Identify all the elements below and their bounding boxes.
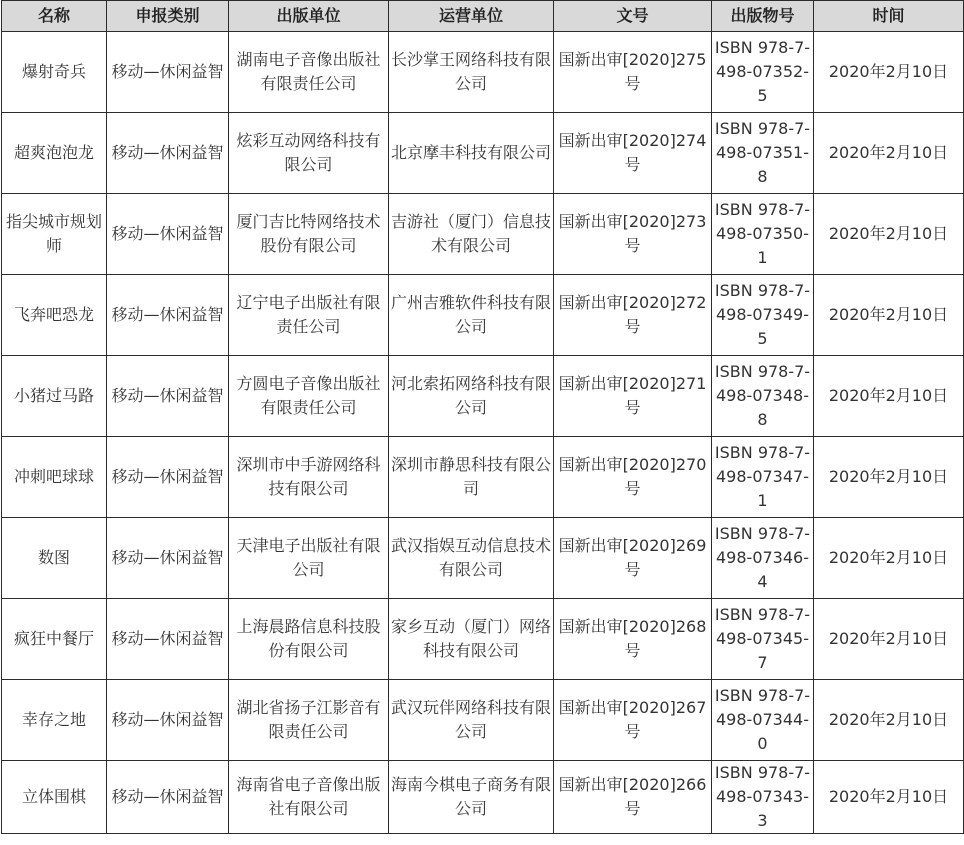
cell-name: 爆射奇兵 — [2, 32, 107, 113]
cell-date: 2020年2月10日 — [814, 761, 964, 834]
table-row — [2, 113, 964, 194]
cell-operator: 武汉玩伴网络科技有限公司 — [389, 680, 554, 761]
header-document-number: 文号 — [554, 1, 712, 32]
cell-publisher: 天津电子出版社有限公司 — [229, 518, 389, 599]
cell-category: 移动—休闲益智 — [107, 113, 229, 194]
cell-name: 超爽泡泡龙 — [2, 113, 107, 194]
cell-name: 冲刺吧球球 — [2, 437, 107, 518]
cell-date: 2020年2月10日 — [814, 356, 964, 437]
cell-category: 移动—休闲益智 — [107, 599, 229, 680]
cell-operator: 吉游社（厦门）信息技术有限公司 — [389, 194, 554, 275]
cell-document-number: 国新出审[2020]267号 — [554, 680, 712, 761]
cell-category: 移动—休闲益智 — [107, 518, 229, 599]
cell-name: 飞奔吧恐龙 — [2, 275, 107, 356]
cell-operator: 家乡互动（厦门）网络科技有限公司 — [389, 599, 554, 680]
cell-publisher: 湖南电子音像出版社有限责任公司 — [229, 32, 389, 113]
cell-category: 移动—休闲益智 — [107, 356, 229, 437]
cell-document-number: 国新出审[2020]266号 — [554, 761, 712, 834]
header-operator: 运营单位 — [389, 1, 554, 32]
table-row — [2, 437, 964, 518]
cell-operator: 武汉指娱互动信息技术有限公司 — [389, 518, 554, 599]
cell-publication-number: ISBN 978-7-498-07343-3 — [712, 761, 814, 834]
table-row — [2, 356, 964, 437]
cell-date: 2020年2月10日 — [814, 113, 964, 194]
cell-operator: 深圳市静思科技有限公司 — [389, 437, 554, 518]
cell-publication-number: ISBN 978-7-498-07344-0 — [712, 680, 814, 761]
cell-category: 移动—休闲益智 — [107, 680, 229, 761]
cell-category: 移动—休闲益智 — [107, 761, 229, 834]
table-row — [2, 32, 964, 113]
cell-document-number: 国新出审[2020]273号 — [554, 194, 712, 275]
cell-publication-number: ISBN 978-7-498-07345-7 — [712, 599, 814, 680]
header-name: 名称 — [2, 1, 107, 32]
header-publication-number: 出版物号 — [712, 1, 814, 32]
cell-operator: 北京摩丰科技有限公司 — [389, 113, 554, 194]
cell-date: 2020年2月10日 — [814, 437, 964, 518]
cell-publication-number: ISBN 978-7-498-07349-5 — [712, 275, 814, 356]
cell-publisher: 炫彩互动网络科技有限公司 — [229, 113, 389, 194]
cell-publisher: 湖北省扬子江影音有限责任公司 — [229, 680, 389, 761]
cell-name: 立体围棋 — [2, 761, 107, 834]
cell-document-number: 国新出审[2020]269号 — [554, 518, 712, 599]
table-row — [2, 761, 964, 834]
cell-name: 小猪过马路 — [2, 356, 107, 437]
cell-publisher: 方圆电子音像出版社有限责任公司 — [229, 356, 389, 437]
cell-name: 疯狂中餐厅 — [2, 599, 107, 680]
cell-publication-number: ISBN 978-7-498-07352-5 — [712, 32, 814, 113]
cell-publication-number: ISBN 978-7-498-07348-8 — [712, 356, 814, 437]
cell-operator: 广州吉雅软件科技有限公司 — [389, 275, 554, 356]
cell-date: 2020年2月10日 — [814, 194, 964, 275]
cell-document-number: 国新出审[2020]268号 — [554, 599, 712, 680]
cell-publication-number: ISBN 978-7-498-07351-8 — [712, 113, 814, 194]
cell-publisher: 海南省电子音像出版社有限公司 — [229, 761, 389, 834]
cell-name: 数图 — [2, 518, 107, 599]
cell-name: 指尖城市规划师 — [2, 194, 107, 275]
cell-document-number: 国新出审[2020]274号 — [554, 113, 712, 194]
cell-publisher: 上海晨路信息科技股份有限公司 — [229, 599, 389, 680]
cell-date: 2020年2月10日 — [814, 680, 964, 761]
cell-category: 移动—休闲益智 — [107, 275, 229, 356]
cell-date: 2020年2月10日 — [814, 32, 964, 113]
cell-document-number: 国新出审[2020]271号 — [554, 356, 712, 437]
cell-publication-number: ISBN 978-7-498-07347-1 — [712, 437, 814, 518]
cell-publisher: 深圳市中手游网络科技有限公司 — [229, 437, 389, 518]
approval-table — [1, 0, 964, 834]
header-category: 申报类别 — [107, 1, 229, 32]
cell-document-number: 国新出审[2020]272号 — [554, 275, 712, 356]
cell-publication-number: ISBN 978-7-498-07350-1 — [712, 194, 814, 275]
cell-date: 2020年2月10日 — [814, 599, 964, 680]
table-row — [2, 680, 964, 761]
cell-publisher: 厦门吉比特网络技术股份有限公司 — [229, 194, 389, 275]
cell-document-number: 国新出审[2020]270号 — [554, 437, 712, 518]
cell-operator: 海南今棋电子商务有限公司 — [389, 761, 554, 834]
cell-category: 移动—休闲益智 — [107, 32, 229, 113]
table-row — [2, 194, 964, 275]
table-header-row — [2, 1, 964, 32]
table-row — [2, 275, 964, 356]
cell-name: 幸存之地 — [2, 680, 107, 761]
header-date: 时间 — [814, 1, 964, 32]
cell-operator: 河北索拓网络科技有限公司 — [389, 356, 554, 437]
cell-publication-number: ISBN 978-7-498-07346-4 — [712, 518, 814, 599]
cell-category: 移动—休闲益智 — [107, 194, 229, 275]
cell-operator: 长沙掌王网络科技有限公司 — [389, 32, 554, 113]
cell-category: 移动—休闲益智 — [107, 437, 229, 518]
cell-publisher: 辽宁电子出版社有限责任公司 — [229, 275, 389, 356]
table-row — [2, 599, 964, 680]
cell-document-number: 国新出审[2020]275号 — [554, 32, 712, 113]
cell-date: 2020年2月10日 — [814, 275, 964, 356]
table-row — [2, 518, 964, 599]
header-publisher: 出版单位 — [229, 1, 389, 32]
cell-date: 2020年2月10日 — [814, 518, 964, 599]
